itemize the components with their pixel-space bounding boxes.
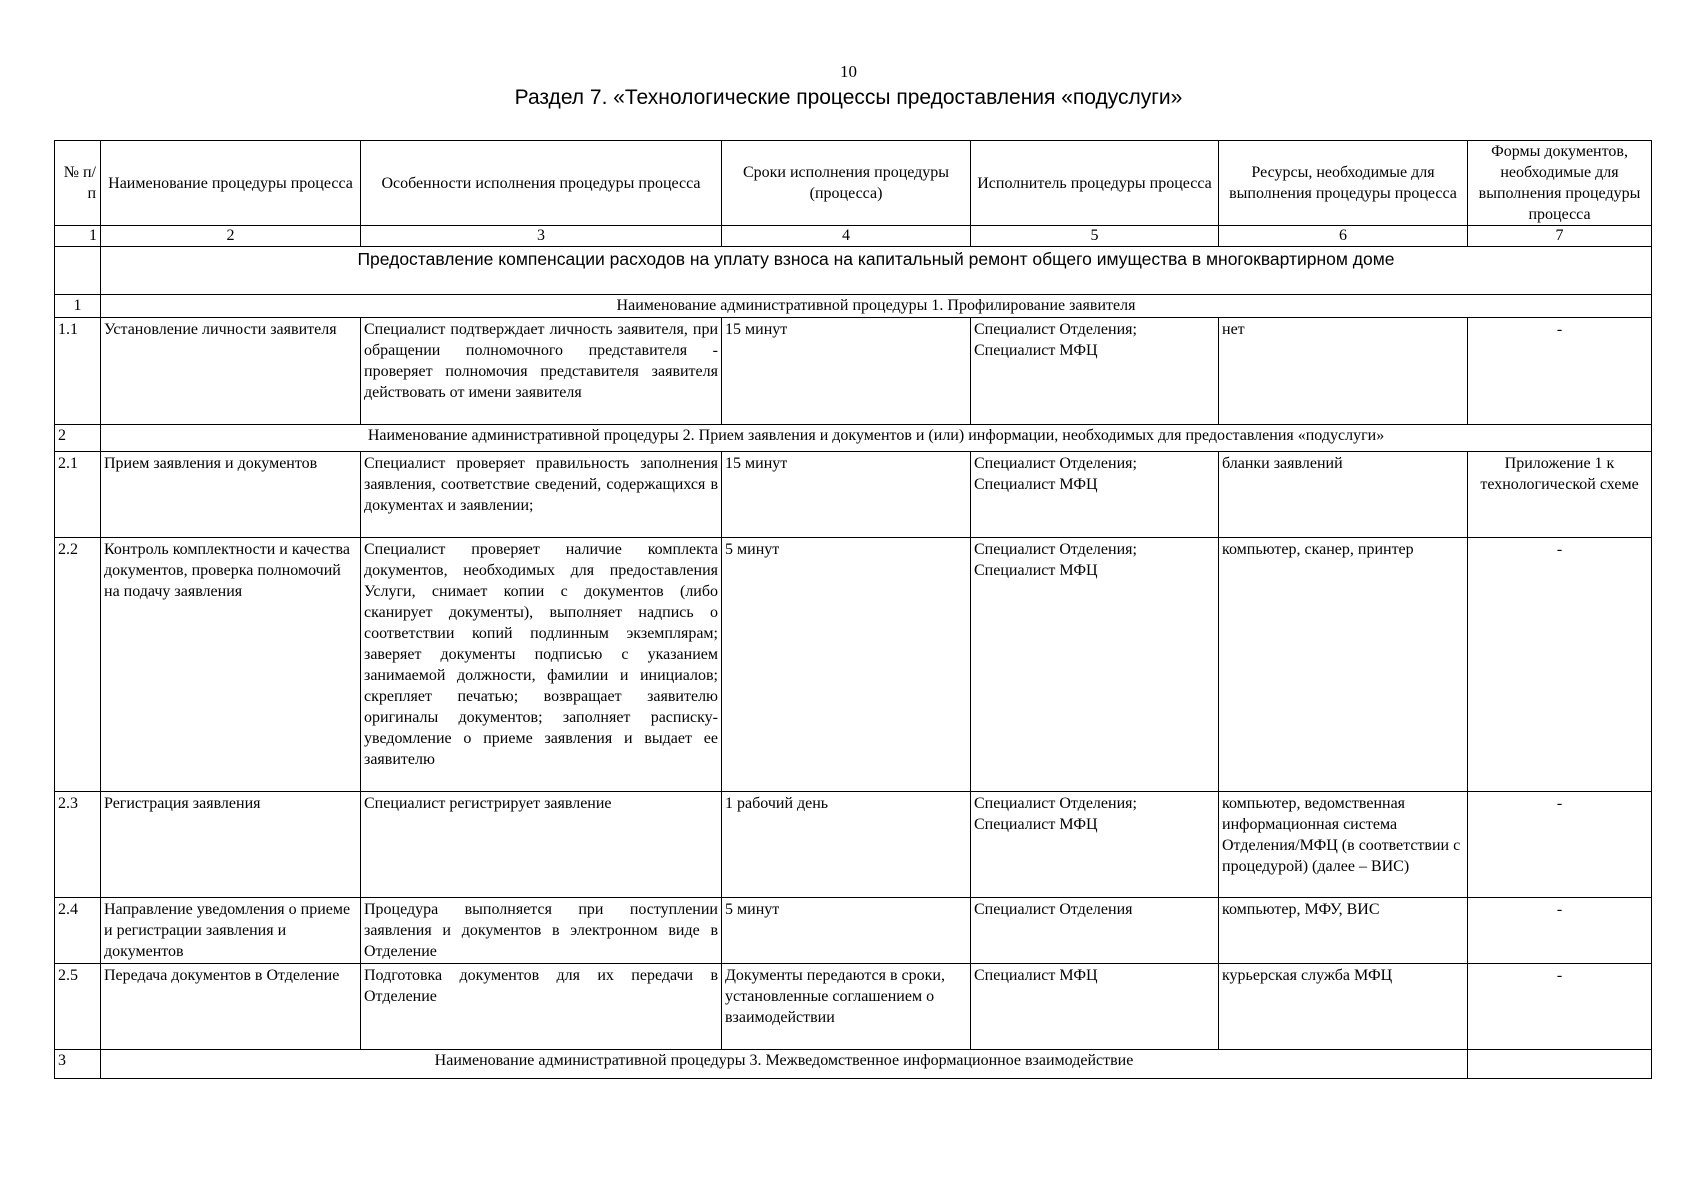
procedure-title: Наименование административной процедуры 2. Прием заявления и документов и (или) информации, необходимых для предоставления «подуслуги» xyxy=(101,425,1652,452)
procedure-header-row xyxy=(55,1050,1652,1079)
row-resources: компьютер, сканер, принтер xyxy=(1219,538,1468,792)
row-forms: - xyxy=(1468,898,1652,964)
column-number: 7 xyxy=(1468,226,1652,247)
row-term: 5 минут xyxy=(722,898,971,964)
row-resources: нет xyxy=(1219,318,1468,425)
table-row xyxy=(55,792,1652,898)
table-row xyxy=(55,964,1652,1050)
table-row xyxy=(55,318,1652,425)
page-number: 10 xyxy=(840,62,857,81)
procedure-number: 2 xyxy=(55,425,101,452)
row-resources: компьютер, МФУ, ВИС xyxy=(1219,898,1468,964)
process-table xyxy=(54,140,1652,1079)
table-row xyxy=(55,452,1652,538)
column-number: 3 xyxy=(361,226,722,247)
procedure-title-empty-cell xyxy=(1468,1050,1652,1079)
row-forms: - xyxy=(1468,318,1652,425)
service-title-row xyxy=(55,247,1652,295)
row-term: 15 минут xyxy=(722,452,971,538)
header-cell-name: Наименование процедуры процесса xyxy=(101,141,361,226)
row-resources: компьютер, ведомственная информационная система Отделения/МФЦ (в соответствии с процедурой) (далее – ВИС) xyxy=(1219,792,1468,898)
procedure-title: Наименование административной процедуры 3. Межведомственное информационное взаимодействие xyxy=(101,1050,1468,1079)
row-name: Установление личности заявителя xyxy=(101,318,361,425)
row-executor: Специалист Отделения xyxy=(971,898,1219,964)
header-row xyxy=(55,141,1652,226)
row-name: Контроль комплектности и качества документов, проверка полномочий на подачу заявления xyxy=(101,538,361,792)
column-number: 2 xyxy=(101,226,361,247)
row-forms: - xyxy=(1468,792,1652,898)
column-number: 6 xyxy=(1219,226,1468,247)
header-cell-forms: Формы документов, необходимые для выполнения процедуры процесса xyxy=(1468,141,1652,226)
row-features: Специалист проверяет правильность заполнения заявления, соответствие сведений, содержащихся в документах и заявлении; xyxy=(361,452,722,538)
row-features: Подготовка документов для их передачи в Отделение xyxy=(361,964,722,1050)
row-name: Направление уведомления о приеме и регистрации заявления и документов xyxy=(101,898,361,964)
row-executor: Специалист Отделения; Специалист МФЦ xyxy=(971,452,1219,538)
header-cell-resources: Ресурсы, необходимые для выполнения процедуры процесса xyxy=(1219,141,1468,226)
procedure-title: Наименование административной процедуры 1. Профилирование заявителя xyxy=(101,295,1652,318)
row-name: Прием заявления и документов xyxy=(101,452,361,538)
row-forms: Приложение 1 к технологической схеме xyxy=(1468,452,1652,538)
procedure-header-row xyxy=(55,425,1652,452)
column-number: 5 xyxy=(971,226,1219,247)
row-executor: Специалист Отделения; Специалист МФЦ xyxy=(971,318,1219,425)
table-row xyxy=(55,538,1652,792)
row-number: 2.5 xyxy=(55,964,101,1050)
table-row xyxy=(55,898,1652,964)
row-number: 2.3 xyxy=(55,792,101,898)
row-features: Специалист регистрирует заявление xyxy=(361,792,722,898)
row-forms: - xyxy=(1468,964,1652,1050)
service-title-empty-cell xyxy=(55,247,101,295)
header-cell-features: Особенности исполнения процедуры процесса xyxy=(361,141,722,226)
row-name: Передача документов в Отделение xyxy=(101,964,361,1050)
row-term: Документы передаются в сроки, установленные соглашением о взаимодействии xyxy=(722,964,971,1050)
row-number: 2.2 xyxy=(55,538,101,792)
row-features: Специалист проверяет наличие комплекта документов, необходимых для предоставления Услуги, снимает копии с документов (либо сканирует документы), выполняет надпись о соответствии копий подлинным экземплярам; заверяет документы подписью с указанием занимаемой должности, фамилии и инициалов; скрепляет печатью; возвращает заявителю оригиналы документов; заполняет расписку-уведомление о приеме заявления и выдает ее заявителю xyxy=(361,538,722,792)
row-term: 5 минут xyxy=(722,538,971,792)
row-term: 1 рабочий день xyxy=(722,792,971,898)
row-executor: Специалист Отделения; Специалист МФЦ xyxy=(971,538,1219,792)
row-features: Специалист подтверждает личность заявителя, при обращении полномочного представителя - проверяет полномочия представителя заявителя действовать от имени заявителя xyxy=(361,318,722,425)
row-number: 2.4 xyxy=(55,898,101,964)
service-title: Предоставление компенсации расходов на уплату взноса на капитальный ремонт общего имущества в многоквартирном доме xyxy=(101,247,1652,295)
row-executor: Специалист МФЦ xyxy=(971,964,1219,1050)
header-cell-number: № п/п xyxy=(55,141,101,226)
column-number-row xyxy=(55,226,1652,247)
row-resources: бланки заявлений xyxy=(1219,452,1468,538)
row-term: 15 минут xyxy=(722,318,971,425)
column-number: 4 xyxy=(722,226,971,247)
column-number: 1 xyxy=(55,226,101,247)
row-features: Процедура выполняется при поступлении заявления и документов в электронном виде в Отделение xyxy=(361,898,722,964)
row-forms: - xyxy=(1468,538,1652,792)
procedure-number: 1 xyxy=(55,295,101,318)
row-number: 2.1 xyxy=(55,452,101,538)
row-name: Регистрация заявления xyxy=(101,792,361,898)
row-executor: Специалист Отделения; Специалист МФЦ xyxy=(971,792,1219,898)
procedure-number: 3 xyxy=(55,1050,101,1079)
header-cell-term: Сроки исполнения процедуры (процесса) xyxy=(722,141,971,226)
row-number: 1.1 xyxy=(55,318,101,425)
header-cell-executor: Исполнитель процедуры процесса xyxy=(971,141,1219,226)
section-title: Раздел 7. «Технологические процессы предоставления «подуслуги» xyxy=(514,86,1183,109)
row-resources: курьерская служба МФЦ xyxy=(1219,964,1468,1050)
procedure-header-row xyxy=(55,295,1652,318)
